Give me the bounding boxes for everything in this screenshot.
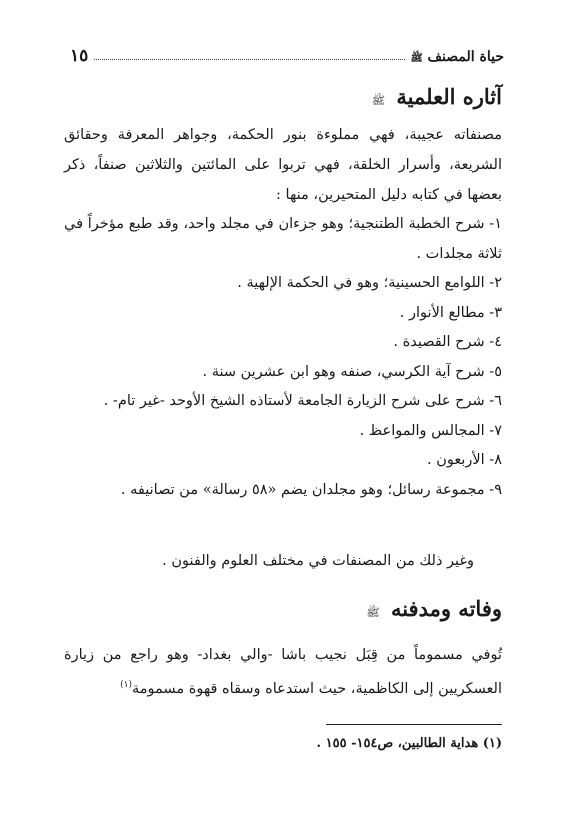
page-header [70, 42, 504, 66]
running-title-text: حياة المصنف [427, 49, 504, 65]
header-dot-leader [94, 58, 404, 60]
footnote-reference: (١) [120, 680, 133, 690]
footnote-divider [326, 724, 502, 725]
works-heading-text: آثاره العلمية [396, 84, 502, 109]
death-text: تُوفي مسموماً من قِبَل نجيب باشا -والي بغداد- وهو راجع من زيارة العسكريين إلى الكاظمية، حيث استدعاه وسقاه قهوة مسمومة [64, 647, 502, 697]
works-closing: وغير ذلك من المصنفات في مختلف العلوم والفنون . [162, 553, 474, 569]
footnote: (١) هداية الطالبين، ص١٥٤- ١٥٥ . [316, 736, 502, 751]
list-item: ٢- اللوامع الحسينية؛ وهو في الحكمة الإلهية . [237, 275, 502, 291]
death-paragraph [64, 640, 502, 704]
works-list [64, 210, 502, 505]
running-title [411, 49, 504, 66]
list-item: ٥- شرح آية الكرسي، صنفه وهو ابن عشرين سنة . [202, 363, 502, 380]
list-item: ٤- شرح القصيدة . [393, 334, 502, 350]
list-item: ٧- المجالس والمواعظ . [359, 422, 502, 439]
list-item: ٩- مجموعة رسائل؛ وهو مجلدان يضم «٥٨ رسالة» من تصانيفه . [120, 481, 502, 498]
honorific-glyph: ﷺ [366, 606, 380, 619]
death-heading-text: وفاته ومدفنه [390, 596, 502, 621]
works-heading [372, 84, 502, 110]
honorific-glyph: ﷺ [371, 94, 386, 107]
list-item: ٦- شرح على شرح الزيارة الجامعة لأستاذه الشيخ الأوحد -غير تام- . [103, 393, 502, 409]
list-item: ٨- الأربعون . [427, 452, 502, 468]
list-item: ١- شرح الخطبة الطتنجية؛ وهو جزءان في مجلد واحد، وقد طبع مؤخراً في ثلاثة مجلدات . [64, 216, 502, 262]
works-intro: مصنفاته عجيبة، فهي مملوءة بنور الحكمة، وجواهر المعرفة وحقائق الشريعة، وأسرار الخلقة، فهي تربوا على المائتين والثلاثين صنفاً، ذكر بعضها في كتابه دليل المتحيرين، منها : [64, 127, 502, 203]
honorific-glyph: ﷺ [410, 53, 423, 64]
list-item: ٣- مطالع الأنوار . [399, 304, 502, 321]
page-number: ١٥ [70, 46, 89, 66]
death-heading [366, 596, 502, 622]
